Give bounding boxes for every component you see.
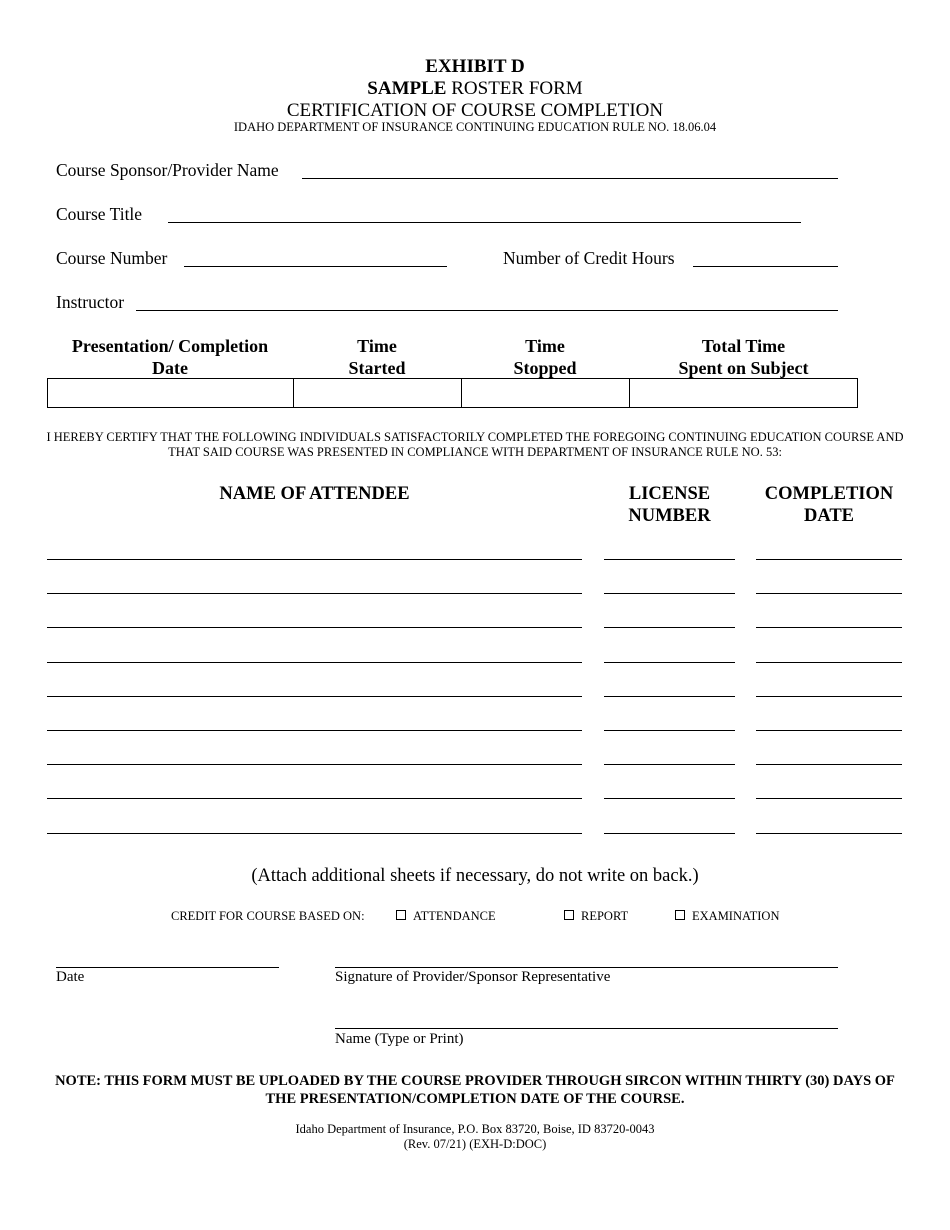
course-number-label: Course Number [56, 248, 168, 268]
presentation-date-header [47, 335, 293, 379]
provider-signature-line[interactable] [335, 967, 838, 968]
attendee-license-line[interactable] [604, 798, 735, 799]
attendee-name-line[interactable] [47, 833, 582, 834]
footer-address: Idaho Department of Insurance, P.O. Box 83720, Boise, ID 83720-0043 [295, 1122, 655, 1136]
sponsor-line[interactable] [302, 178, 838, 179]
credit-hours-label: Number of Credit Hours [503, 248, 675, 268]
instructor-label: Instructor [56, 292, 125, 312]
examination-option[interactable] [675, 909, 780, 924]
attendee-completion-line[interactable] [756, 627, 902, 628]
total-time-cell[interactable] [629, 378, 858, 408]
total-time-header [629, 335, 858, 379]
certification-statement: I HEREBY CERTIFY THAT THE FOLLOWING INDIVIDUALS SATISFACTORILY COMPLETED THE FOREGOING CONTINUING EDUCATION COURSE AND THAT SAID COURSE WAS PRESENTED IN COMPLIANCE WITH DEPARTMENT OF INSURANCE RULE NO. 53: [46, 430, 904, 459]
attendee-name-line[interactable] [47, 798, 582, 799]
time-stopped-cell[interactable] [461, 378, 630, 408]
time-stopped-header-line1: Time [525, 336, 565, 356]
presentation-date-header-line2: Date [152, 358, 188, 378]
license-number-header-line2: NUMBER [628, 506, 711, 526]
certification-title: CERTIFICATION OF COURSE COMPLETION [286, 100, 664, 121]
attendee-license-line[interactable] [604, 833, 735, 834]
attendance-option-label: ATTENDANCE [413, 909, 496, 923]
credit-hours-line[interactable] [693, 266, 838, 267]
license-number-header [604, 483, 735, 527]
total-time-header-line2: Spent on Subject [678, 358, 809, 378]
instructor-line[interactable] [136, 310, 838, 311]
attendee-license-line[interactable] [604, 662, 735, 663]
time-stopped-header [461, 335, 629, 379]
attach-sheets-note: (Attach additional sheets if necessary, do not write on back.) [251, 866, 699, 886]
examination-option-label: EXAMINATION [692, 909, 780, 923]
attendee-name-line[interactable] [47, 662, 582, 663]
total-time-header-line1: Total Time [701, 336, 786, 356]
attendee-name-line[interactable] [47, 593, 582, 594]
attendee-completion-line[interactable] [756, 764, 902, 765]
course-title-label: Course Title [56, 204, 143, 224]
attendee-name-line[interactable] [47, 627, 582, 628]
report-option[interactable] [564, 909, 628, 924]
license-number-header-line1: LICENSE [628, 484, 711, 504]
attendee-name-line[interactable] [47, 764, 582, 765]
report-checkbox[interactable] [564, 910, 574, 920]
attendee-name-line[interactable] [47, 730, 582, 731]
presentation-date-cell[interactable] [47, 378, 294, 408]
attendee-license-line[interactable] [604, 764, 735, 765]
date-signature-line[interactable] [56, 967, 279, 968]
time-started-header [293, 335, 461, 379]
completion-date-header [756, 483, 902, 527]
attendee-completion-line[interactable] [756, 730, 902, 731]
credit-basis-label: CREDIT FOR COURSE BASED ON: [171, 909, 365, 923]
attendee-name-line[interactable] [47, 559, 582, 560]
attendee-completion-line[interactable] [756, 696, 902, 697]
name-of-attendee-header: NAME OF ATTENDEE [219, 484, 410, 504]
sponsor-label: Course Sponsor/Provider Name [56, 160, 279, 180]
presentation-date-header-line1: Presentation/ Completion [71, 336, 269, 356]
date-signature-label: Date [56, 969, 85, 985]
attendee-completion-line[interactable] [756, 662, 902, 663]
attendee-license-line[interactable] [604, 696, 735, 697]
attendee-license-line[interactable] [604, 559, 735, 560]
completion-date-header-line2: DATE [803, 506, 855, 526]
sample-word: SAMPLE [367, 78, 447, 99]
footer-revision: (Rev. 07/21) (EXH-D:DOC) [403, 1137, 547, 1151]
examination-checkbox[interactable] [675, 910, 685, 920]
printed-name-label: Name (Type or Print) [335, 1031, 464, 1047]
attendee-completion-line[interactable] [756, 593, 902, 594]
completion-date-header-line1: COMPLETION [764, 484, 894, 504]
course-number-line[interactable] [184, 266, 447, 267]
upload-note: NOTE: THIS FORM MUST BE UPLOADED BY THE COURSE PROVIDER THROUGH SIRCON WITHIN THIRTY (30) DAYS OF THE PRESENTATION/COMPLETION DATE OF THE COURSE. [55, 1073, 895, 1107]
attendee-completion-line[interactable] [756, 798, 902, 799]
form-title [0, 78, 950, 100]
time-stopped-header-line2: Stopped [513, 358, 577, 378]
report-option-label: REPORT [581, 909, 629, 923]
attendance-option[interactable] [396, 909, 496, 924]
time-started-cell[interactable] [293, 378, 462, 408]
attendee-name-line[interactable] [47, 696, 582, 697]
time-started-header-line1: Time [357, 336, 397, 356]
provider-signature-label: Signature of Provider/Sponsor Representative [335, 969, 611, 985]
attendance-checkbox[interactable] [396, 910, 406, 920]
attendee-completion-line[interactable] [756, 559, 902, 560]
printed-name-line[interactable] [335, 1028, 838, 1029]
attendee-license-line[interactable] [604, 593, 735, 594]
time-started-header-line2: Started [348, 358, 406, 378]
attendee-license-line[interactable] [604, 627, 735, 628]
roster-form-word: ROSTER FORM [446, 78, 583, 99]
attendee-license-line[interactable] [604, 730, 735, 731]
course-title-line[interactable] [168, 222, 801, 223]
rule-subtitle: IDAHO DEPARTMENT OF INSURANCE CONTINUING EDUCATION RULE NO. 18.06.04 [233, 120, 717, 134]
exhibit-title: EXHIBIT D [425, 56, 525, 77]
attendee-completion-line[interactable] [756, 833, 902, 834]
